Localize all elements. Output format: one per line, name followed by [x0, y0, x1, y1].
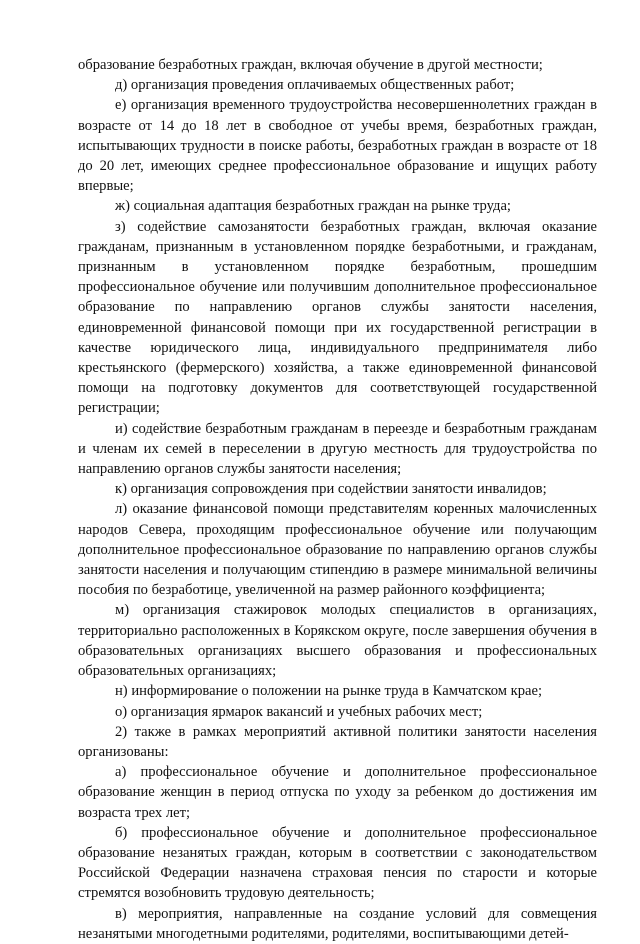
paragraph-item-k: к) организация сопровождения при содействии занятости инвалидов;	[115, 481, 547, 498]
paragraph-item-v: в) мероприятия, направленные на создание условий для совмещения незанятыми многодетными родителями, родителями, воспитывающими детей-	[78, 905, 597, 942]
paragraph-item-z: з) содействие самозанятости безработных граждан, включая оказание гражданам, признанным в установленном порядке безработными, и гражданам, признанным в установленном порядке безработным, прошедшим профессиональное обучение или получившим дополнительное профессиональное образование по направлению органов службы занятости населения, единовременной финансовой помощи при их государственной регистрации в качестве юридического лица, индивидуального предпринимателя либо крестьянского (фермерского) хозяйства, а также единовременной финансовой помощи на подготовку документов для соответствующей государственной регистрации;	[78, 218, 597, 417]
paragraph-item-m: м) организация стажировок молодых специалистов в организациях, территориально расположенных в Корякском округе, после завершения обучения в образовательных организациях высшего образования и профессиональных образовательных организациях;	[78, 602, 597, 680]
paragraph-item-d: д) организация проведения оплачиваемых общественных работ;	[115, 77, 515, 94]
paragraph-item-l: л) оказание финансовой помощи представителям коренных малочисленных народов Севера, проходящим профессиональное обучение или получающим дополнительное профессиональное образование по направлению органов службы занятости населения и получающим стипендию в размере минимальной величины пособия по безработице, увеличенной на размер районного коэффициента;	[78, 501, 597, 599]
paragraph-item-o: о) организация ярмарок вакансий и учебных рабочих мест;	[115, 703, 483, 720]
document-page	[78, 55, 597, 944]
paragraph-item-e: е) организация временного трудоустройства несовершеннолетних граждан в возрасте от 14 до 18 лет в свободное от учебы время, безработных граждан, испытывающих трудности в поиске работы, безработных граждан в возрасте от 18 до 20 лет, имеющих среднее профессиональное образование и ищущих работу впервые;	[78, 97, 597, 195]
paragraph-continuation: образование безработных граждан, включая обучение в другой местности;	[78, 57, 543, 73]
paragraph-item-i: и) содействие безработным гражданам в переезде и безработным гражданам и членам их семей в переселении в другую местность для трудоустройства по направлению органов службы занятости населения;	[78, 420, 597, 478]
paragraph-item-n: н) информирование о положении на рынке труда в Камчатском крае;	[115, 683, 543, 700]
paragraph-item-zh: ж) социальная адаптация безработных граждан на рынке труда;	[115, 198, 511, 215]
paragraph-section-2: 2) также в рамках мероприятий активной политики занятости населения организованы:	[78, 723, 597, 760]
paragraph-item-a: а) профессиональное обучение и дополнительное профессиональное образование женщин в период отпуска по уходу за ребенком до достижения им возраста трех лет;	[78, 764, 597, 821]
paragraph-item-b: б) профессиональное обучение и дополнительное профессиональное образование незанятых граждан, которым в соответствии с законодательством Российской Федерации назначена страховая пенсия по старости и которые стремятся возобновить трудовую деятельность;	[78, 824, 597, 902]
